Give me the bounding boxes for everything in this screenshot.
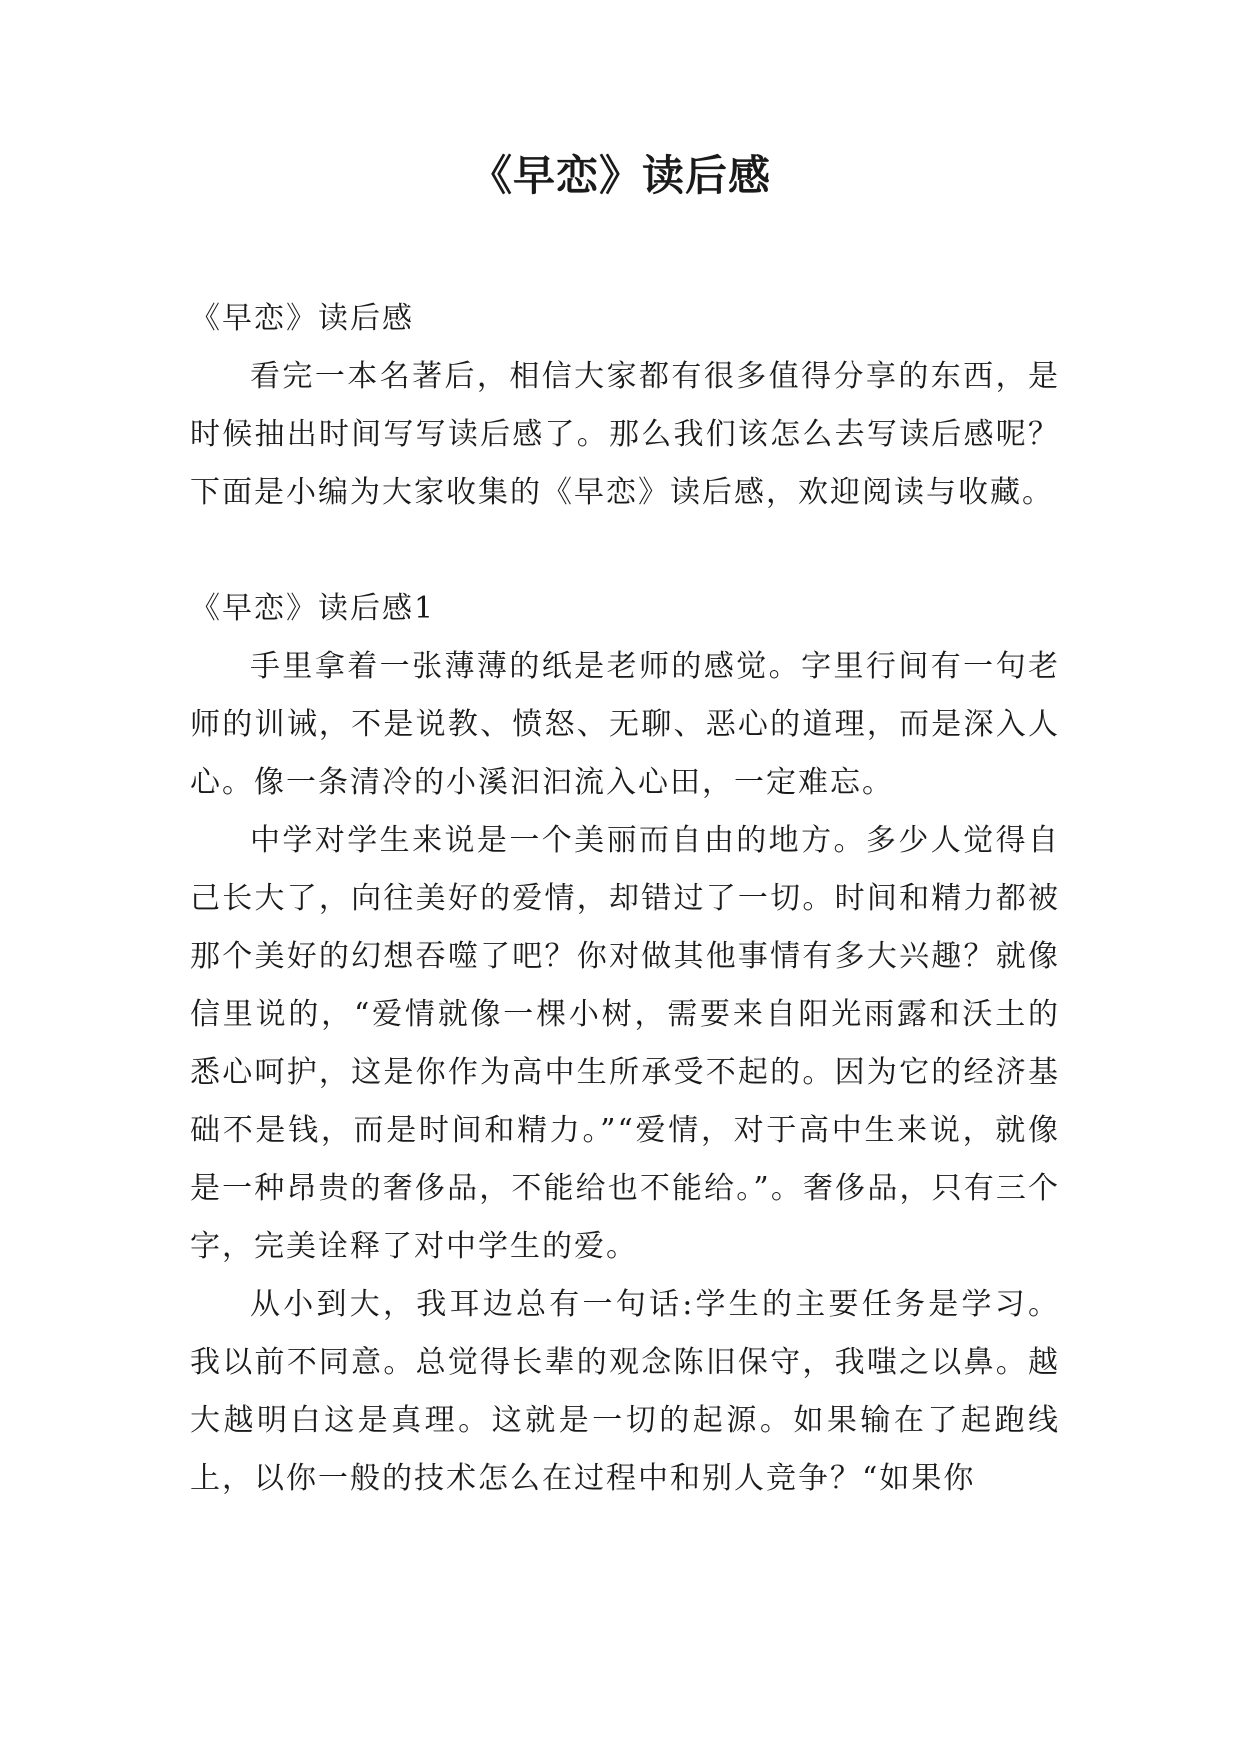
section1-paragraph-1: 手里拿着一张薄薄的纸是老师的感觉。字里行间有一句老师的训诫，不是说教、愤怒、无聊、恶心的道理，而是深入人心。像一条清冷的小溪汩汩流入心田，一定难忘。	[190, 649, 1060, 800]
section1-paragraph-3: 从小到大，我耳边总有一句话:学生的主要任务是学习。我以前不同意。总觉得长辈的观念陈旧保守，我嗤之以鼻。越大越明白这是真理。这就是一切的起源。如果输在了起跑线上，以你一般的技术怎么在过程中和别人竞争？“如果你	[190, 1287, 1060, 1496]
document-title: 《早恋》读后感	[469, 151, 771, 200]
section1-paragraph-2: 中学对学生来说是一个美丽而自由的地方。多少人觉得自己长大了，向往美好的爱情，却错过了一切。时间和精力都被那个美好的幻想吞噬了吧？你对做其他事情有多大兴趣？就像信里说的，“爱情就像一棵小树，需要来自阳光雨露和沃土的悉心呵护，这是你作为高中生所承受不起的。因为它的经济基础不是钱，而是时间和精力。”“爱情，对于高中生来说，就像是一种昂贵的奢侈品，不能给也不能给。”。奢侈品，只有三个字，完美诠释了对中学生的爱。	[190, 823, 1060, 1264]
section1-heading: 《早恋》读后感1	[190, 591, 436, 626]
intro-heading: 《早恋》读后感	[190, 301, 414, 336]
section-spacer	[190, 522, 1060, 580]
document-body	[190, 290, 1060, 1508]
intro-paragraph: 看完一本名著后，相信大家都有很多值得分享的东西，是时候抽出时间写写读后感了。那么我们该怎么去写读后感呢？下面是小编为大家收集的《早恋》读后感，欢迎阅读与收藏。	[190, 359, 1060, 510]
